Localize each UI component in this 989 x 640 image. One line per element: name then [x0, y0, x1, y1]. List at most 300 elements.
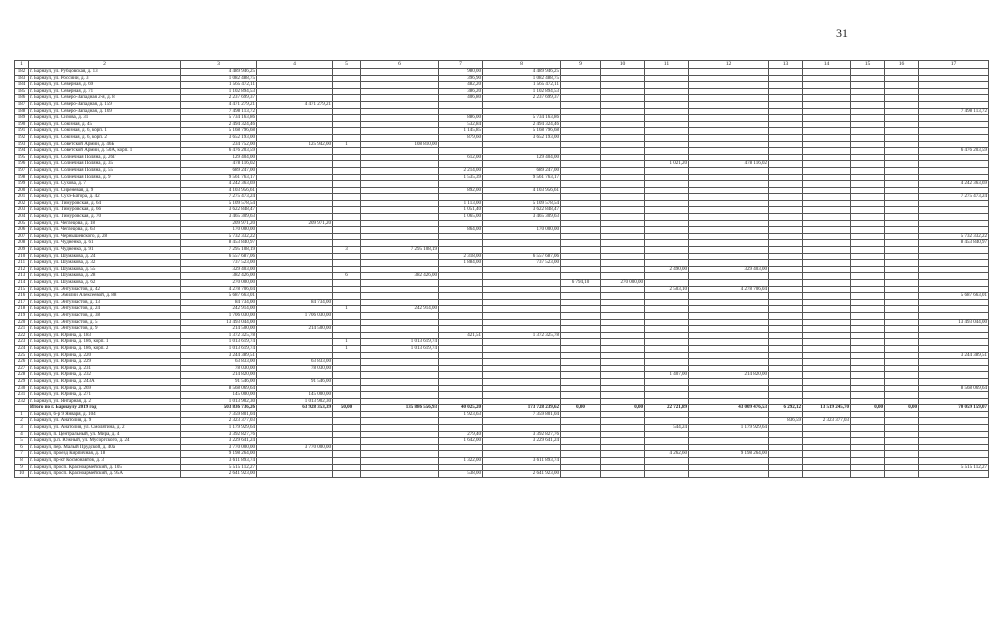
- table-cell: [769, 207, 803, 214]
- table-cell: [919, 458, 989, 465]
- table-cell: 2 237 699,37: [483, 95, 561, 102]
- table-cell: 10: [601, 61, 645, 69]
- table-cell: [645, 75, 689, 82]
- table-cell: [561, 128, 601, 135]
- table-cell: [769, 444, 803, 451]
- table-cell: 1 706 030,00: [257, 312, 333, 319]
- table-cell: 3 622 848,47: [483, 207, 561, 214]
- table-cell: [689, 464, 769, 471]
- table-cell: [361, 332, 439, 339]
- table-cell: [769, 161, 803, 168]
- table-cell: [803, 451, 851, 458]
- table-cell: [257, 88, 333, 95]
- table-cell: 1 013 619,74: [361, 345, 439, 352]
- table-cell: [645, 260, 689, 267]
- table-cell: [803, 345, 851, 352]
- address-cell: г. Барнаул, ул. Анатолия, ул. Смолятина, д. 2: [29, 425, 181, 432]
- table-cell: 5: [333, 61, 361, 69]
- address-cell: г. Барнаул, ул. Юрина, д. 229: [29, 359, 181, 366]
- table-cell: 221: [15, 326, 29, 333]
- table-cell: [769, 260, 803, 267]
- address-cell: г. Барнаул, ул. Солнечная Поляна, д. 26Г: [29, 154, 181, 161]
- table-cell: [689, 306, 769, 313]
- table-cell: 217: [15, 299, 29, 306]
- table-cell: 1 372 325,78: [483, 332, 561, 339]
- table-cell: [689, 82, 769, 89]
- table-cell: [333, 95, 361, 102]
- table-cell: [885, 299, 919, 306]
- table-cell: [769, 392, 803, 399]
- table-cell: [851, 306, 885, 313]
- table-cell: [601, 207, 645, 214]
- table-cell: [561, 227, 601, 234]
- table-cell: 145 000,00: [181, 392, 257, 399]
- table-cell: [885, 378, 919, 385]
- table-cell: [561, 200, 601, 207]
- address-cell: г. Барнаул, ул. Солнечная Поляна, д. 55: [29, 167, 181, 174]
- table-cell: [601, 372, 645, 379]
- table-cell: [645, 431, 689, 438]
- table-cell: [257, 227, 333, 234]
- table-cell: 4 242 363,69: [919, 181, 989, 188]
- table-cell: [561, 444, 601, 451]
- table-cell: [483, 306, 561, 313]
- table-cell: [483, 352, 561, 359]
- table-cell: [919, 438, 989, 445]
- table-cell: 188: [15, 108, 29, 115]
- table-cell: [361, 464, 439, 471]
- table-cell: [689, 220, 769, 227]
- table-cell: [885, 181, 919, 188]
- table-cell: [919, 154, 989, 161]
- address-cell: г. Барнаул, ул. Янтарная, д. 2: [29, 398, 181, 405]
- table-cell: 43 009 476,53: [689, 405, 769, 412]
- table-cell: [919, 372, 989, 379]
- table-cell: [769, 306, 803, 313]
- table-cell: [483, 398, 561, 405]
- table-cell: 8 568 069,64: [919, 385, 989, 392]
- table-cell: 198: [15, 174, 29, 181]
- address-cell: г. Барнаул, ул. Чудненко, д. 91: [29, 247, 181, 254]
- table-cell: 3 652 193,00: [181, 134, 257, 141]
- table-cell: 214 820,00: [181, 372, 257, 379]
- table-cell: [769, 266, 803, 273]
- table-cell: [361, 161, 439, 168]
- address-cell: г. Барнаул, ул. Юрина, д. 186, корп. 1: [29, 339, 181, 346]
- table-cell: [851, 464, 885, 471]
- table-cell: 1 407,00: [645, 372, 689, 379]
- table-cell: [333, 299, 361, 306]
- table-cell: [689, 312, 769, 319]
- table-cell: 8: [15, 458, 29, 465]
- table-cell: [885, 365, 919, 372]
- table-cell: 5 734 163,86: [181, 115, 257, 122]
- table-cell: [803, 187, 851, 194]
- table-cell: [851, 372, 885, 379]
- table-cell: [333, 121, 361, 128]
- table-cell: 879,60: [439, 134, 483, 141]
- table-cell: [361, 365, 439, 372]
- table-cell: [361, 378, 439, 385]
- table-cell: [333, 266, 361, 273]
- table-cell: [769, 75, 803, 82]
- table-cell: [333, 451, 361, 458]
- table-cell: 0,00: [561, 405, 601, 412]
- table-cell: [645, 121, 689, 128]
- table-cell: 225: [15, 352, 29, 359]
- table-cell: [769, 411, 803, 418]
- table-cell: [601, 312, 645, 319]
- table-cell: [257, 240, 333, 247]
- table-cell: 12: [689, 61, 769, 69]
- table-cell: [601, 174, 645, 181]
- table-cell: [851, 181, 885, 188]
- table-cell: [919, 359, 989, 366]
- table-cell: [333, 293, 361, 300]
- address-cell: г. Барнаул, пр-кт Космонавтов, д. 3: [29, 458, 181, 465]
- table-cell: [257, 161, 333, 168]
- table-cell: [361, 108, 439, 115]
- table-cell: [885, 260, 919, 267]
- table-cell: 199: [15, 181, 29, 188]
- table-cell: [561, 425, 601, 432]
- table-cell: [601, 418, 645, 425]
- table-cell: 191: [15, 128, 29, 135]
- table-cell: [439, 247, 483, 254]
- table-cell: [885, 411, 919, 418]
- table-cell: [689, 378, 769, 385]
- table-cell: [645, 438, 689, 445]
- table-cell: [645, 154, 689, 161]
- table-cell: 184: [15, 82, 29, 89]
- table-cell: [885, 319, 919, 326]
- table-cell: [601, 200, 645, 207]
- table-cell: [601, 88, 645, 95]
- table-cell: [645, 148, 689, 155]
- table-cell: [257, 464, 333, 471]
- table-cell: [803, 365, 851, 372]
- table-cell: [257, 75, 333, 82]
- table-cell: [257, 352, 333, 359]
- table-cell: [483, 365, 561, 372]
- table-cell: [885, 392, 919, 399]
- table-cell: [601, 299, 645, 306]
- table-cell: [689, 174, 769, 181]
- table-row: [15, 207, 989, 214]
- table-cell: [601, 247, 645, 254]
- table-cell: 2: [15, 418, 29, 425]
- table-cell: [257, 95, 333, 102]
- table-cell: [689, 214, 769, 221]
- table-cell: [333, 214, 361, 221]
- table-cell: [885, 345, 919, 352]
- table-cell: [601, 260, 645, 267]
- table-cell: [851, 194, 885, 201]
- table-cell: [601, 115, 645, 122]
- table-cell: [689, 69, 769, 76]
- table-cell: 1: [15, 411, 29, 418]
- table-cell: 13 493 044,00: [181, 319, 257, 326]
- table-cell: 6 476 203,59: [919, 148, 989, 155]
- table-cell: [645, 378, 689, 385]
- table-cell: [919, 207, 989, 214]
- table-cell: [645, 464, 689, 471]
- table-cell: 737 523,00: [181, 260, 257, 267]
- table-cell: [645, 207, 689, 214]
- table-cell: [361, 187, 439, 194]
- table-cell: [561, 115, 601, 122]
- table-cell: [439, 108, 483, 115]
- table-cell: 63 833,00: [257, 359, 333, 366]
- table-cell: [769, 154, 803, 161]
- table-cell: [689, 398, 769, 405]
- register-body: [15, 61, 989, 478]
- table-cell: 1 179 929,64: [181, 425, 257, 432]
- table-cell: [333, 167, 361, 174]
- table-cell: [803, 95, 851, 102]
- table-cell: [919, 161, 989, 168]
- table-cell: 206: [15, 227, 29, 234]
- table-cell: 5 515 112,27: [181, 464, 257, 471]
- table-cell: 532,84: [439, 121, 483, 128]
- column-number-row: [15, 61, 989, 69]
- table-cell: [561, 464, 601, 471]
- table-cell: 406,80: [439, 95, 483, 102]
- table-cell: 50,00: [333, 405, 361, 412]
- table-cell: 3: [181, 61, 257, 69]
- table-cell: [561, 253, 601, 260]
- table-cell: 6 292,12: [769, 405, 803, 412]
- table-cell: [561, 214, 601, 221]
- table-cell: [769, 115, 803, 122]
- table-cell: 197: [15, 167, 29, 174]
- table-cell: [769, 280, 803, 287]
- address-cell: г. Барнаул, ул. Союзная, д. 45: [29, 121, 181, 128]
- table-cell: 3 611 893,74: [483, 458, 561, 465]
- table-cell: 5 732 332,22: [181, 233, 257, 240]
- table-cell: 3 770 000,00: [257, 444, 333, 451]
- table-cell: [361, 214, 439, 221]
- table-cell: [803, 253, 851, 260]
- table-cell: [769, 319, 803, 326]
- table-cell: [645, 88, 689, 95]
- table-cell: [689, 181, 769, 188]
- table-cell: [689, 207, 769, 214]
- table-cell: [689, 227, 769, 234]
- table-row: [15, 444, 989, 451]
- table-cell: [601, 214, 645, 221]
- table-cell: [885, 306, 919, 313]
- table-cell: [645, 141, 689, 148]
- address-cell: г. Барнаул, ул. Сиреневая, д. 9: [29, 187, 181, 194]
- table-cell: [645, 187, 689, 194]
- table-cell: [803, 75, 851, 82]
- table-cell: [483, 194, 561, 201]
- table-cell: [257, 286, 333, 293]
- table-cell: 189: [15, 115, 29, 122]
- table-cell: [919, 299, 989, 306]
- table-cell: [561, 471, 601, 478]
- table-cell: [645, 95, 689, 102]
- table-cell: [645, 319, 689, 326]
- address-cell: г. Барнаул, ул. Сухэ-Батора, д. 42: [29, 194, 181, 201]
- table-cell: [439, 181, 483, 188]
- table-cell: [601, 359, 645, 366]
- table-cell: 270 000,00: [181, 280, 257, 287]
- table-cell: [919, 273, 989, 280]
- table-cell: [803, 352, 851, 359]
- table-cell: [689, 121, 769, 128]
- table-cell: [769, 312, 803, 319]
- table-cell: 212: [15, 266, 29, 273]
- table-cell: 5 687 663,01: [181, 293, 257, 300]
- table-cell: [601, 266, 645, 273]
- table-cell: [561, 359, 601, 366]
- table-cell: 4: [257, 61, 333, 69]
- table-cell: 207: [15, 233, 29, 240]
- table-cell: [561, 339, 601, 346]
- table-cell: [439, 352, 483, 359]
- table-cell: [439, 220, 483, 227]
- table-cell: [439, 286, 483, 293]
- table-row: [15, 154, 989, 161]
- table-cell: [885, 464, 919, 471]
- table-cell: [333, 253, 361, 260]
- table-cell: [361, 207, 439, 214]
- table-cell: [561, 134, 601, 141]
- table-cell: [439, 372, 483, 379]
- table-cell: 689 247,00: [483, 167, 561, 174]
- table-cell: [439, 425, 483, 432]
- table-cell: [561, 306, 601, 313]
- table-cell: [361, 75, 439, 82]
- table-cell: [769, 95, 803, 102]
- address-cell: г. Барнаул, пер. Малый Прудской, д. 40а: [29, 444, 181, 451]
- table-row: [15, 82, 989, 89]
- table-cell: [689, 359, 769, 366]
- table-cell: [561, 148, 601, 155]
- table-cell: [333, 418, 361, 425]
- table-cell: 1 706 030,00: [181, 312, 257, 319]
- table-row: [15, 181, 989, 188]
- table-cell: [803, 88, 851, 95]
- address-cell: г. Барнаул, ул. Шумакова, д. 62: [29, 280, 181, 287]
- table-cell: [689, 385, 769, 392]
- table-cell: [257, 293, 333, 300]
- table-cell: [645, 280, 689, 287]
- table-cell: [919, 200, 989, 207]
- table-cell: [333, 200, 361, 207]
- table-cell: [885, 194, 919, 201]
- table-cell: 13 493 044,00: [919, 319, 989, 326]
- table-cell: 223: [15, 339, 29, 346]
- table-cell: [851, 148, 885, 155]
- table-cell: [803, 207, 851, 214]
- table-cell: [851, 312, 885, 319]
- table-cell: [803, 141, 851, 148]
- table-cell: [601, 319, 645, 326]
- table-cell: [333, 464, 361, 471]
- table-cell: [483, 339, 561, 346]
- table-cell: [769, 451, 803, 458]
- table-row: [15, 200, 989, 207]
- table-cell: [851, 161, 885, 168]
- table-cell: [919, 214, 989, 221]
- table-cell: [439, 385, 483, 392]
- table-cell: 6 476 203,59: [181, 148, 257, 155]
- table-cell: 9 561 763,17: [181, 174, 257, 181]
- table-cell: [689, 339, 769, 346]
- table-cell: [851, 352, 885, 359]
- table-cell: [851, 293, 885, 300]
- table-cell: 194: [15, 148, 29, 155]
- table-cell: [803, 154, 851, 161]
- table-cell: [851, 359, 885, 366]
- table-cell: [257, 425, 333, 432]
- table-cell: [561, 372, 601, 379]
- table-cell: [919, 174, 989, 181]
- table-cell: [919, 167, 989, 174]
- table-cell: [361, 121, 439, 128]
- address-cell: г. Барнаул, ул. Советской Армии, д. 50А, корп. 1: [29, 148, 181, 155]
- table-cell: [439, 339, 483, 346]
- table-cell: [601, 154, 645, 161]
- table-cell: [885, 167, 919, 174]
- table-cell: [769, 200, 803, 207]
- table-cell: [803, 266, 851, 273]
- table-row: [15, 108, 989, 115]
- table-cell: [257, 306, 333, 313]
- table-row: [15, 312, 989, 319]
- table-cell: [851, 227, 885, 234]
- table-cell: [803, 411, 851, 418]
- table-cell: [919, 471, 989, 478]
- table-cell: [885, 253, 919, 260]
- table-cell: [851, 154, 885, 161]
- table-cell: [601, 240, 645, 247]
- table-cell: [361, 471, 439, 478]
- table-cell: [851, 101, 885, 108]
- table-cell: [919, 247, 989, 254]
- table-cell: [803, 293, 851, 300]
- table-cell: [885, 161, 919, 168]
- table-cell: [601, 398, 645, 405]
- table-row: [15, 141, 989, 148]
- table-cell: [919, 88, 989, 95]
- table-cell: [601, 134, 645, 141]
- table-cell: [803, 121, 851, 128]
- table-cell: [645, 194, 689, 201]
- table-cell: [601, 141, 645, 148]
- table-cell: 173 728 239,62: [483, 405, 561, 412]
- table-cell: [257, 108, 333, 115]
- table-cell: [333, 444, 361, 451]
- table-cell: [561, 385, 601, 392]
- table-cell: [561, 181, 601, 188]
- table-cell: 2 323 377,03: [181, 418, 257, 425]
- table-cell: [483, 378, 561, 385]
- table-cell: [333, 431, 361, 438]
- table-cell: 170 000,00: [181, 227, 257, 234]
- table-cell: [803, 280, 851, 287]
- table-cell: [333, 359, 361, 366]
- table-cell: 8 453 840,97: [919, 240, 989, 247]
- table-cell: [561, 233, 601, 240]
- table-cell: [885, 214, 919, 221]
- table-cell: [561, 108, 601, 115]
- table-cell: 232: [15, 398, 29, 405]
- table-cell: [803, 69, 851, 76]
